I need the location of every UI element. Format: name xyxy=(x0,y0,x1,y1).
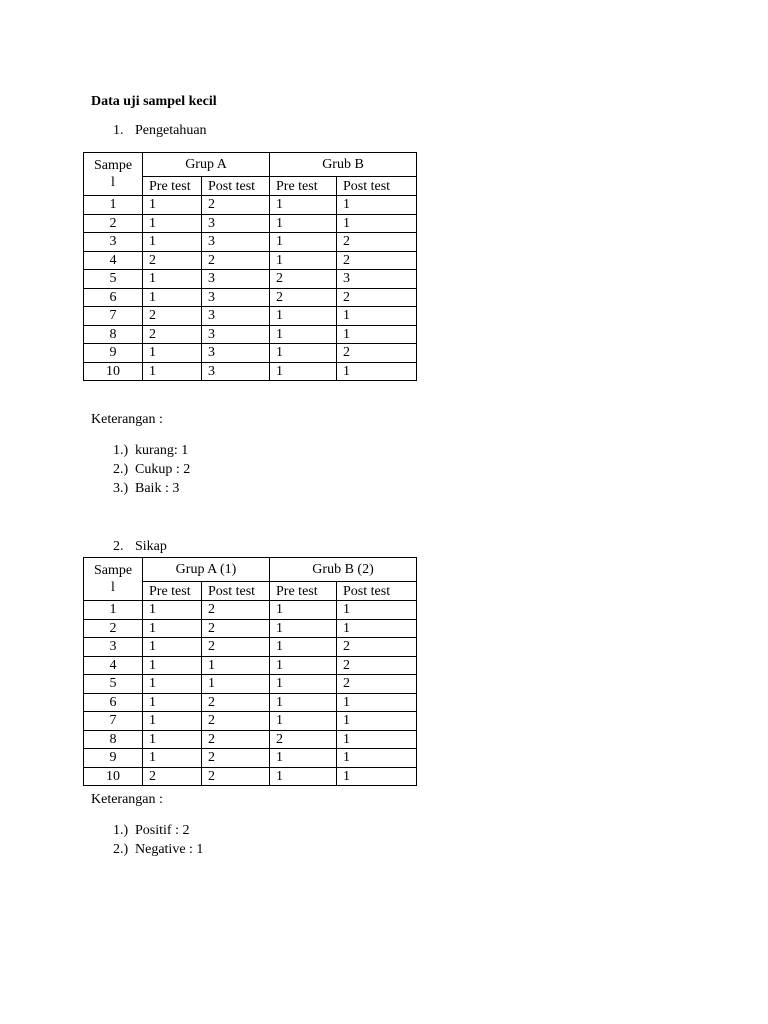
sample-number-cell: 9 xyxy=(84,749,143,768)
table-row xyxy=(84,601,417,620)
group-b-post-cell: 2 xyxy=(337,251,417,270)
group-a-pre-cell: 2 xyxy=(143,325,202,344)
group-b-pre-cell: 1 xyxy=(270,712,337,731)
group-b-pre-cell: 2 xyxy=(270,730,337,749)
sample-number-cell: 6 xyxy=(84,693,143,712)
table-row xyxy=(84,344,417,363)
legend-item-number: 3.) xyxy=(113,481,129,496)
legend-item-text: Negative : 1 xyxy=(135,842,204,857)
group-b-post-cell: 2 xyxy=(337,638,417,657)
group-b-pre-cell: 1 xyxy=(270,251,337,270)
table-row xyxy=(84,767,417,786)
group-a-header: Grup A (1) xyxy=(143,558,270,582)
sample-number-cell: 7 xyxy=(84,307,143,326)
legend-item-number: 1.) xyxy=(113,443,129,458)
sample-column-header: Sampe l xyxy=(84,153,143,196)
legend-item xyxy=(113,840,203,859)
sikap-table-body xyxy=(84,558,417,786)
group-a-header: Grup A xyxy=(143,153,270,177)
group-b-pre-cell: 1 xyxy=(270,196,337,215)
table-row xyxy=(84,730,417,749)
group-b-pre-cell: 1 xyxy=(270,307,337,326)
group-a-pre-cell: 1 xyxy=(143,749,202,768)
group-b-pre-cell: 1 xyxy=(270,767,337,786)
group-a-pre-cell: 1 xyxy=(143,196,202,215)
sample-number-cell: 6 xyxy=(84,288,143,307)
legend-item xyxy=(113,479,190,498)
section-2-label: Sikap xyxy=(135,539,167,554)
group-b-pre-cell: 2 xyxy=(270,270,337,289)
table-row xyxy=(84,307,417,326)
sample-number-cell: 5 xyxy=(84,270,143,289)
group-a-pre-cell: 2 xyxy=(143,251,202,270)
group-b-post-cell: 1 xyxy=(337,693,417,712)
group-a-post-cell: 2 xyxy=(202,251,270,270)
sample-number-cell: 1 xyxy=(84,196,143,215)
sample-number-cell: 9 xyxy=(84,344,143,363)
sample-number-cell: 4 xyxy=(84,656,143,675)
group-b-post-cell: 1 xyxy=(337,325,417,344)
group-b-post-cell: 2 xyxy=(337,675,417,694)
legend-item-text: Positif : 2 xyxy=(135,823,190,838)
table-row xyxy=(84,656,417,675)
legend-item-text: Cukup : 2 xyxy=(135,462,191,477)
group-b-post-cell: 1 xyxy=(337,749,417,768)
section-2-heading xyxy=(113,539,167,555)
group-a-pre-cell: 1 xyxy=(143,362,202,381)
group-b-post-cell: 1 xyxy=(337,767,417,786)
group-b-pre-cell: 1 xyxy=(270,362,337,381)
group-a-post-header: Post test xyxy=(202,177,270,196)
section-2-number: 2. xyxy=(113,539,124,554)
group-b-post-cell: 2 xyxy=(337,288,417,307)
legend-item xyxy=(113,821,203,840)
group-a-post-cell: 2 xyxy=(202,767,270,786)
table-row xyxy=(84,270,417,289)
group-b-header: Grub B xyxy=(270,153,417,177)
group-a-post-cell: 3 xyxy=(202,344,270,363)
group-a-pre-cell: 1 xyxy=(143,214,202,233)
group-a-post-cell: 2 xyxy=(202,693,270,712)
sample-number-cell: 5 xyxy=(84,675,143,694)
sample-number-cell: 1 xyxy=(84,601,143,620)
group-b-post-cell: 2 xyxy=(337,656,417,675)
legend-item-number: 2.) xyxy=(113,462,129,477)
group-b-pre-cell: 1 xyxy=(270,675,337,694)
sample-column-header: Sampe l xyxy=(84,558,143,601)
sample-number-cell: 4 xyxy=(84,251,143,270)
group-a-pre-header: Pre test xyxy=(143,582,202,601)
group-a-post-cell: 3 xyxy=(202,325,270,344)
group-b-pre-cell: 1 xyxy=(270,619,337,638)
keterangan-label-2: Keterangan : xyxy=(91,792,163,807)
group-a-pre-cell: 1 xyxy=(143,233,202,252)
table-row xyxy=(84,712,417,731)
group-a-post-cell: 3 xyxy=(202,307,270,326)
legend-item-number: 2.) xyxy=(113,842,129,857)
group-b-post-cell: 1 xyxy=(337,712,417,731)
group-a-pre-cell: 1 xyxy=(143,675,202,694)
group-b-post-header: Post test xyxy=(337,582,417,601)
group-a-post-cell: 3 xyxy=(202,214,270,233)
group-a-pre-cell: 1 xyxy=(143,656,202,675)
legend-list-2 xyxy=(113,821,203,859)
section-1-heading xyxy=(113,123,207,139)
table-row xyxy=(84,619,417,638)
legend-item xyxy=(113,460,190,479)
table-row xyxy=(84,196,417,215)
group-a-post-cell: 3 xyxy=(202,270,270,289)
group-a-pre-cell: 1 xyxy=(143,344,202,363)
document-title: Data uji sampel kecil xyxy=(91,94,217,109)
group-a-pre-cell: 1 xyxy=(143,601,202,620)
table-row xyxy=(84,749,417,768)
table-row xyxy=(84,638,417,657)
group-b-pre-cell: 2 xyxy=(270,288,337,307)
legend-list-1 xyxy=(113,441,190,498)
group-b-post-cell: 2 xyxy=(337,344,417,363)
group-b-header: Grub B (2) xyxy=(270,558,417,582)
group-a-pre-header: Pre test xyxy=(143,177,202,196)
legend-item xyxy=(113,441,190,460)
group-a-post-cell: 3 xyxy=(202,288,270,307)
group-a-post-cell: 1 xyxy=(202,675,270,694)
group-b-post-cell: 1 xyxy=(337,619,417,638)
legend-item-text: kurang: 1 xyxy=(135,443,189,458)
pengetahuan-table xyxy=(83,152,417,381)
group-a-pre-cell: 1 xyxy=(143,638,202,657)
sample-number-cell: 3 xyxy=(84,233,143,252)
table-row xyxy=(84,693,417,712)
group-b-pre-cell: 1 xyxy=(270,325,337,344)
group-b-pre-header: Pre test xyxy=(270,582,337,601)
table-row xyxy=(84,288,417,307)
group-a-post-cell: 2 xyxy=(202,730,270,749)
legend-item-number: 1.) xyxy=(113,823,129,838)
legend-item-text: Baik : 3 xyxy=(135,481,180,496)
pengetahuan-table-body xyxy=(84,153,417,381)
table-row xyxy=(84,362,417,381)
table-row xyxy=(84,675,417,694)
group-a-pre-cell: 2 xyxy=(143,307,202,326)
group-a-post-cell: 3 xyxy=(202,362,270,381)
sikap-table xyxy=(83,557,417,786)
group-a-pre-cell: 1 xyxy=(143,730,202,749)
group-b-pre-cell: 1 xyxy=(270,749,337,768)
group-a-post-cell: 2 xyxy=(202,601,270,620)
sample-number-cell: 10 xyxy=(84,362,143,381)
group-a-post-cell: 3 xyxy=(202,233,270,252)
sample-number-cell: 7 xyxy=(84,712,143,731)
group-b-pre-header: Pre test xyxy=(270,177,337,196)
group-b-post-header: Post test xyxy=(337,177,417,196)
sample-number-cell: 8 xyxy=(84,325,143,344)
group-b-pre-cell: 1 xyxy=(270,693,337,712)
group-b-pre-cell: 1 xyxy=(270,233,337,252)
group-a-post-cell: 2 xyxy=(202,749,270,768)
group-a-post-cell: 2 xyxy=(202,638,270,657)
group-b-pre-cell: 1 xyxy=(270,638,337,657)
table-row xyxy=(84,251,417,270)
group-a-pre-cell: 2 xyxy=(143,767,202,786)
section-1-number: 1. xyxy=(113,123,124,138)
group-b-pre-cell: 1 xyxy=(270,601,337,620)
table-row xyxy=(84,325,417,344)
keterangan-label-1: Keterangan : xyxy=(91,412,163,427)
group-a-post-cell: 1 xyxy=(202,656,270,675)
group-b-post-cell: 3 xyxy=(337,270,417,289)
group-a-pre-cell: 1 xyxy=(143,619,202,638)
group-b-post-cell: 1 xyxy=(337,214,417,233)
sample-number-cell: 2 xyxy=(84,214,143,233)
group-a-pre-cell: 1 xyxy=(143,693,202,712)
sample-number-cell: 3 xyxy=(84,638,143,657)
group-a-pre-cell: 1 xyxy=(143,270,202,289)
group-a-post-cell: 2 xyxy=(202,619,270,638)
group-b-post-cell: 1 xyxy=(337,196,417,215)
group-b-post-cell: 1 xyxy=(337,307,417,326)
table-row xyxy=(84,214,417,233)
group-a-post-cell: 2 xyxy=(202,712,270,731)
group-b-pre-cell: 1 xyxy=(270,344,337,363)
group-a-post-cell: 2 xyxy=(202,196,270,215)
group-a-post-header: Post test xyxy=(202,582,270,601)
group-b-pre-cell: 1 xyxy=(270,656,337,675)
sample-number-cell: 2 xyxy=(84,619,143,638)
group-a-pre-cell: 1 xyxy=(143,288,202,307)
sample-number-cell: 10 xyxy=(84,767,143,786)
group-b-post-cell: 1 xyxy=(337,601,417,620)
group-b-post-cell: 1 xyxy=(337,730,417,749)
group-a-pre-cell: 1 xyxy=(143,712,202,731)
section-1-label: Pengetahuan xyxy=(135,123,207,138)
group-b-post-cell: 1 xyxy=(337,362,417,381)
group-b-pre-cell: 1 xyxy=(270,214,337,233)
sample-number-cell: 8 xyxy=(84,730,143,749)
group-b-post-cell: 2 xyxy=(337,233,417,252)
table-row xyxy=(84,233,417,252)
